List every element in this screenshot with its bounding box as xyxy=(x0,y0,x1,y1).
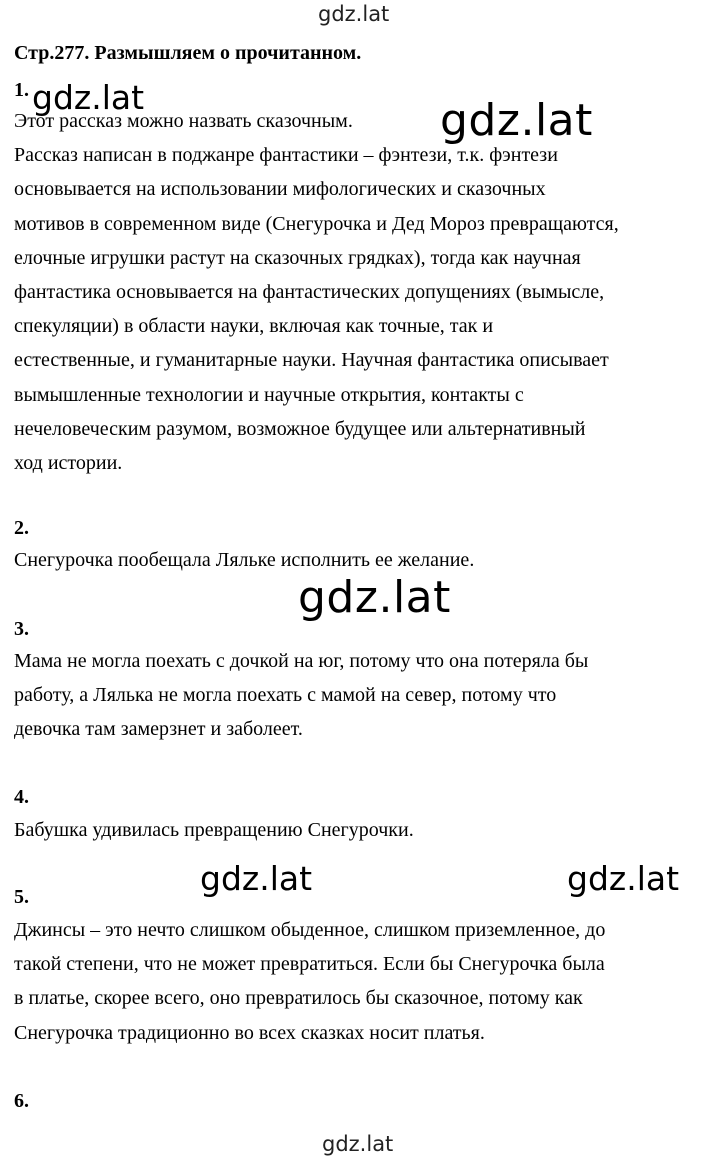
text-line: Этот рассказ можно назвать сказочным. xyxy=(14,110,353,132)
text-line: работу, а Лялька не могла поехать с мамой на север, потому что xyxy=(14,684,557,707)
answer-number: 6. xyxy=(14,1090,29,1112)
text-line: естественные, и гуманитарные науки. Научная фантастика описывает xyxy=(14,349,609,372)
answer-number: 5. xyxy=(14,886,29,908)
text-line: в платье, скорее всего, оно превратилось бы сказочное, потому как xyxy=(14,987,583,1010)
answer-number: 3. xyxy=(14,618,29,640)
text-line: елочные игрушки растут на сказочных грядках), тогда как научная xyxy=(14,246,581,269)
watermark-overlay: gdz.lat xyxy=(200,859,313,898)
text-line: основывается на использовании мифологических и сказочных xyxy=(14,178,546,201)
answer-number: 4. xyxy=(14,786,29,808)
text-line: Джинсы – это нечто слишком обыденное, слишком приземленное, до xyxy=(14,919,606,941)
text-line: девочка там замерзнет и заболеет. xyxy=(14,718,303,741)
answer-text xyxy=(14,104,714,480)
answer-text xyxy=(14,644,714,747)
text-line: Мама не могла поехать с дочкой на юг, потому что она потеряла бы xyxy=(14,650,589,672)
page-title: Стр.277. Размышляем о прочитанном. xyxy=(14,42,362,64)
watermark-overlay: gdz.lat xyxy=(440,95,593,146)
text-line: Снегурочка пообещала Ляльке исполнить ее желание. xyxy=(14,549,475,571)
text-line: вымышленные технологии и научные открытия, контакты с xyxy=(14,383,524,406)
watermark-overlay: gdz.lat xyxy=(298,572,451,623)
answer-text xyxy=(14,813,714,847)
watermark-overlay: gdz.lat xyxy=(32,78,145,117)
watermark-top: gdz.lat xyxy=(318,2,390,26)
watermark-overlay: gdz.lat xyxy=(567,859,680,898)
answer-number: 1. xyxy=(14,79,29,101)
text-line: спекуляции) в области науки, включая как точные, так и xyxy=(14,315,494,338)
text-line: Рассказ написан в поджанре фантастики – фэнтези, т.к. фэнтези xyxy=(14,144,558,167)
watermark-bottom: gdz.lat xyxy=(322,1132,394,1156)
text-line: Бабушка удивилась превращению Снегурочки. xyxy=(14,819,414,841)
answer-text xyxy=(14,913,714,1050)
text-line: фантастика основывается на фантастических допущениях (вымысле, xyxy=(14,281,605,304)
answer-number: 2. xyxy=(14,517,29,539)
text-line: Снегурочка традиционно во всех сказках носит платья. xyxy=(14,1021,485,1044)
text-line: нечеловеческим разумом, возможное будущее или альтернативный xyxy=(14,417,586,440)
text-line: мотивов в современном виде (Снегурочка и Дед Мороз превращаются, xyxy=(14,212,619,235)
text-line: ход истории. xyxy=(14,452,123,475)
text-line: такой степени, что не может превратиться. Если бы Снегурочка была xyxy=(14,953,605,976)
answer-text xyxy=(14,543,714,577)
